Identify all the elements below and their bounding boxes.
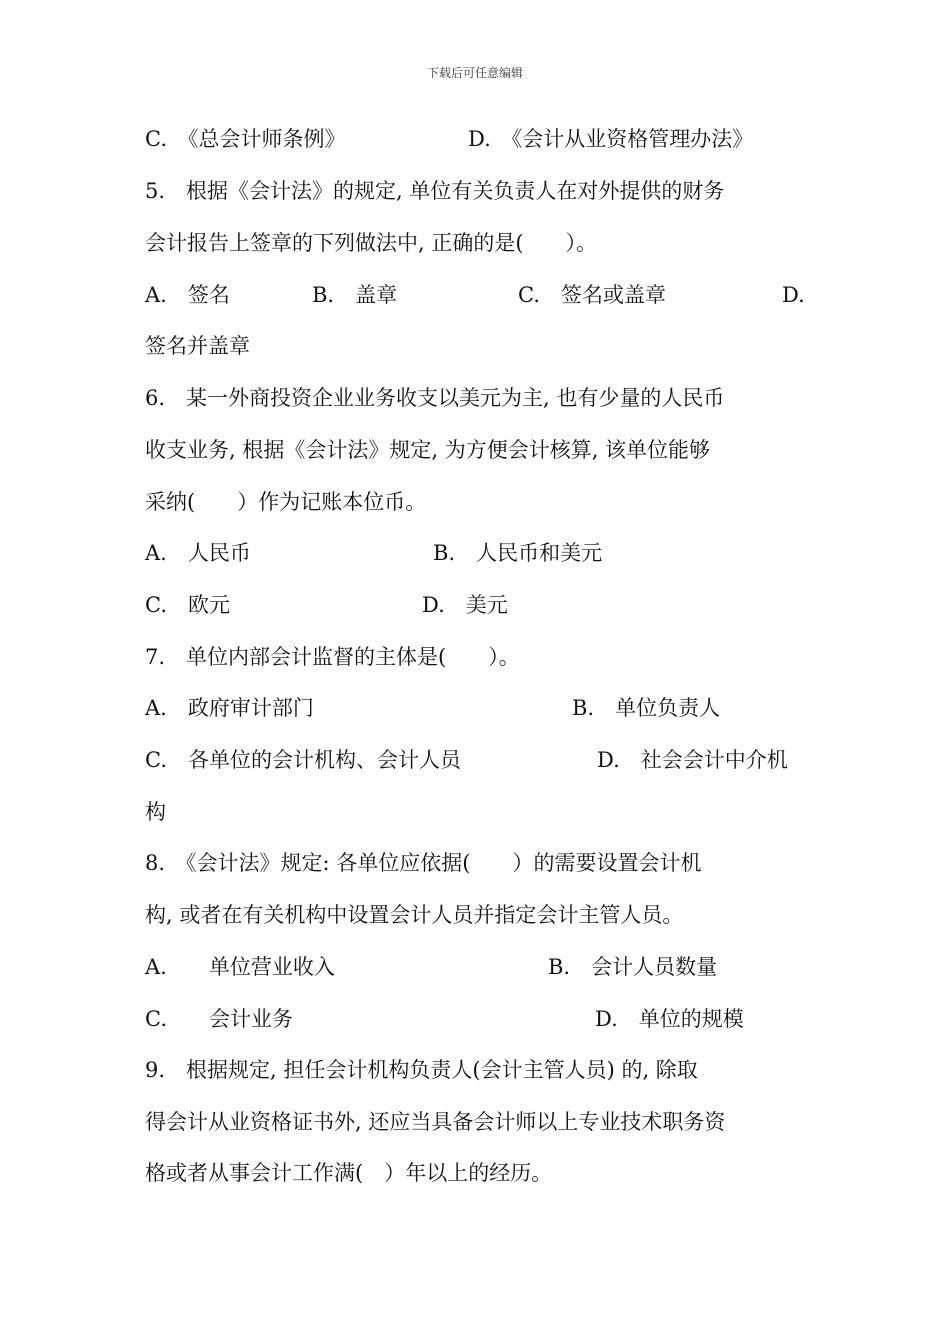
q5-stem-line2: 会计报告上签章的下列做法中, 正确的是( ）。 xyxy=(145,231,598,255)
q8-option-b: B. 会计人员数量 xyxy=(548,955,718,979)
q5-stem-line1: 5. 根据《会计法》的规定, 单位有关负责人在对外提供的财务 xyxy=(145,179,725,203)
q9-stem-line1: 9. 根据规定, 担任会计机构负责人(会计主管人员) 的, 除取 xyxy=(145,1058,698,1082)
page-header: 下载后可任意编辑 xyxy=(426,66,523,80)
q6-stem-line3: 采纳( ）作为记账本位币。 xyxy=(145,490,427,514)
q8-option-d: D. 单位的规模 xyxy=(595,1007,744,1031)
q7-option-b: B. 单位负责人 xyxy=(572,696,721,720)
q5-option-d-text: 签名并盖章 xyxy=(145,334,250,358)
q7-stem-line1: 7. 单位内部会计监督的主体是( ）。 xyxy=(145,645,520,669)
q7-option-d-cont: 构 xyxy=(145,800,166,824)
q4-option-d: D. 《会计从业资格管理办法》 xyxy=(468,127,754,151)
q5-option-b: B. 盖章 xyxy=(312,283,398,307)
q7-option-a: A. 政府审计部门 xyxy=(145,696,314,720)
q5-option-c: C. 签名或盖章 xyxy=(518,283,666,307)
q6-option-d: D. 美元 xyxy=(422,593,508,617)
q8-option-a: A. 单位营业收入 xyxy=(145,955,335,979)
q6-stem-line1: 6. 某一外商投资企业业务收支以美元为主, 也有少量的人民币 xyxy=(145,386,725,410)
q4-option-c: C. 《总会计师条例》 xyxy=(145,127,346,151)
q7-option-d: D. 社会会计中介机 xyxy=(597,748,788,772)
q8-option-c: C. 会计业务 xyxy=(145,1007,293,1031)
q6-stem-line2: 收支业务, 根据《会计法》规定, 为方便会计核算, 该单位能够 xyxy=(145,438,711,462)
q6-option-c: C. 欧元 xyxy=(145,593,230,617)
q9-stem-line2: 得会计从业资格证书外, 还应当具备会计师以上专业技术职务资 xyxy=(145,1110,726,1134)
q6-option-a: A. 人民币 xyxy=(145,541,251,565)
q5-option-d: D. xyxy=(782,283,805,307)
q6-option-b: B. 人民币和美元 xyxy=(433,541,603,565)
q9-stem-line3: 格或者从事会计工作满( ）年以上的经历。 xyxy=(145,1161,553,1185)
q8-stem-line1: 8. 《会计法》规定: 各单位应依据( ）的需要设置会计机 xyxy=(145,851,702,875)
q7-option-c: C. 各单位的会计机构、会计人员 xyxy=(145,748,461,772)
q8-stem-line2: 构, 或者在有关机构中设置会计人员并指定会计主管人员。 xyxy=(145,903,684,927)
q5-option-a: A. 签名 xyxy=(145,283,230,307)
